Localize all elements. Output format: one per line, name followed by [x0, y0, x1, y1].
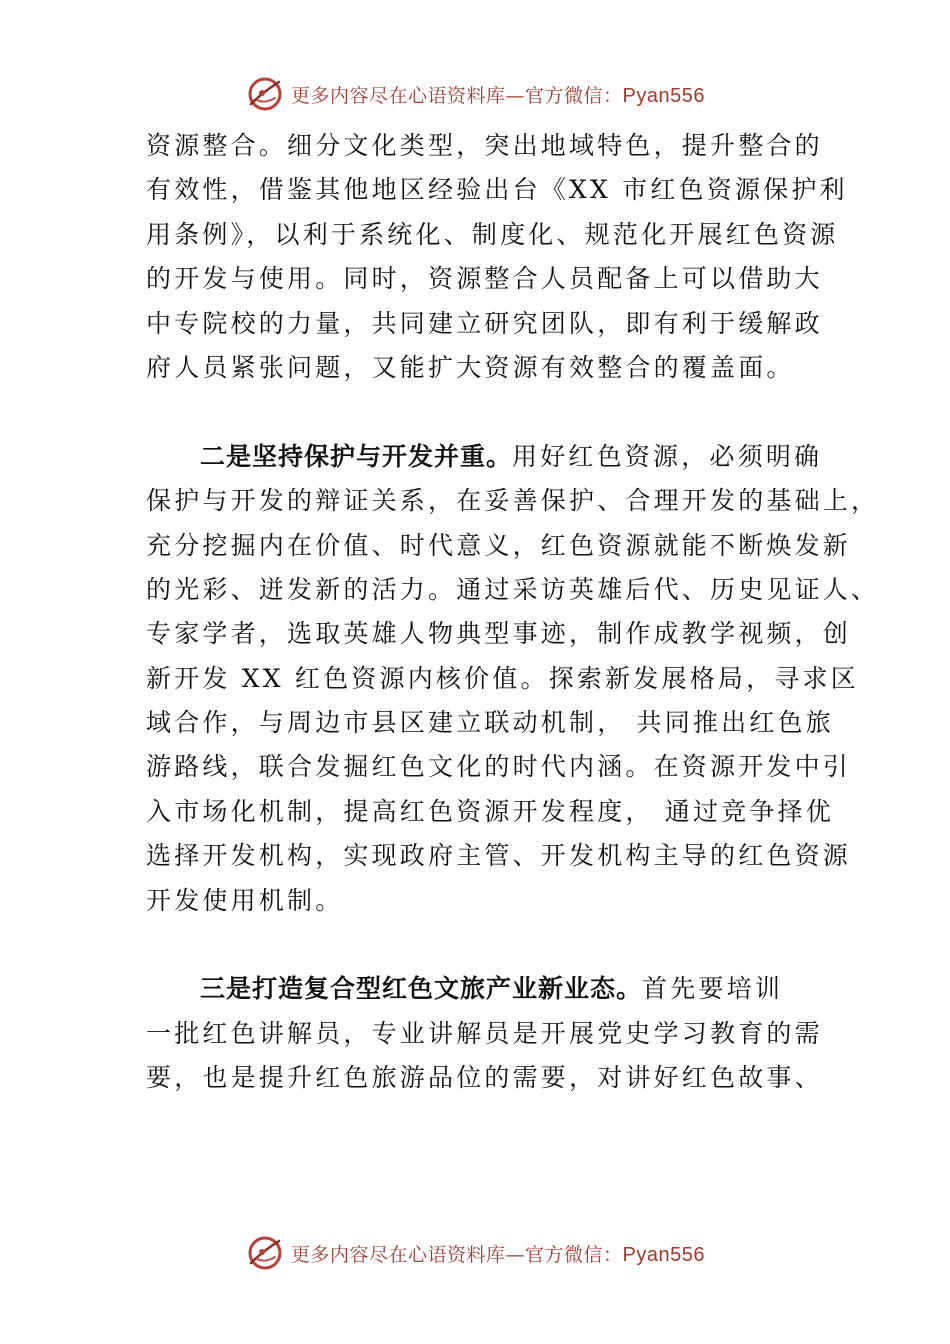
- text-line: 中专院校的力量，共同建立研究团队，即有利于缓解政: [146, 308, 823, 338]
- footer-watermark: [0, 1231, 950, 1275]
- text-line: 的光彩、迸发新的活力。通过采访英雄后代、历史见证人、: [146, 574, 880, 604]
- text-span: 用好红色资源，必须明确: [512, 441, 823, 471]
- header-watermark: [0, 72, 950, 116]
- watermark-label: 更多内容尽在心语资料库—官方微信：: [291, 84, 623, 107]
- paragraph-1: [146, 124, 846, 390]
- document-body: [146, 124, 880, 1101]
- paragraph-spacer: [146, 390, 846, 434]
- text-line: 要，也是提升红色旅游品位的需要，对讲好红色故事、: [146, 1063, 823, 1093]
- paragraph-2: [146, 435, 880, 923]
- text-line: 充分挖掘内在价值、时代意义，红色资源就能不断焕发新: [146, 530, 852, 560]
- watermark-label: 更多内容尽在心语资料库—官方微信：: [291, 1243, 623, 1266]
- text-line: 新开发 XX 红色资源内核价值。探索新发展格局，寻求区: [146, 663, 859, 693]
- paragraph-3: [146, 967, 846, 1100]
- paragraph-spacer: [146, 923, 846, 967]
- text-line: 选择开发机构，实现政府主管、开发机构主导的红色资源: [146, 841, 852, 871]
- text-line: 保护与开发的辩证关系，在妥善保护、合理开发的基础上，: [146, 486, 880, 516]
- brush-logo-icon: [245, 74, 285, 114]
- text-line: 开发使用机制。: [146, 885, 344, 915]
- watermark-text: [291, 81, 705, 108]
- text-line: 专家学者，选取英雄人物典型事迹，制作成教学视频，创: [146, 619, 852, 649]
- watermark-wechat-id: Pyan556: [622, 1243, 705, 1266]
- text-line: 入市场化机制，提高红色资源开发程度， 通过竞争择优: [146, 796, 834, 826]
- brush-logo-icon: [245, 1233, 285, 1273]
- text-span: 首先要培训: [642, 974, 784, 1004]
- paragraph-first-line: [146, 967, 846, 1011]
- watermark-text: [291, 1240, 705, 1267]
- text-line: 域合作，与周边市县区建立联动机制， 共同推出红色旅: [146, 708, 834, 738]
- watermark-wechat-id: Pyan556: [622, 84, 705, 107]
- paragraph-heading: 二是坚持保护与开发并重。: [200, 441, 513, 471]
- paragraph-heading: 三是打造复合型红色文旅产业新业态。: [200, 974, 643, 1004]
- paragraph-first-line: [146, 435, 846, 479]
- text-line: 府人员紧张问题，又能扩大资源有效整合的覆盖面。: [146, 352, 795, 382]
- text-line: 有效性，借鉴其他地区经验出台《XX 市红色资源保护利: [146, 175, 848, 205]
- text-line: 游路线，联合发掘红色文化的时代内涵。在资源开发中引: [146, 752, 852, 782]
- text-line: 一批红色讲解员，专业讲解员是开展党史学习教育的需: [146, 1018, 823, 1048]
- text-line: 的开发与使用。同时，资源整合人员配备上可以借助大: [146, 264, 823, 294]
- text-line: 用条例》，以利于系统化、制度化、规范化开展红色资源: [146, 219, 839, 249]
- text-line: 资源整合。细分文化类型，突出地域特色，提升整合的: [146, 131, 823, 160]
